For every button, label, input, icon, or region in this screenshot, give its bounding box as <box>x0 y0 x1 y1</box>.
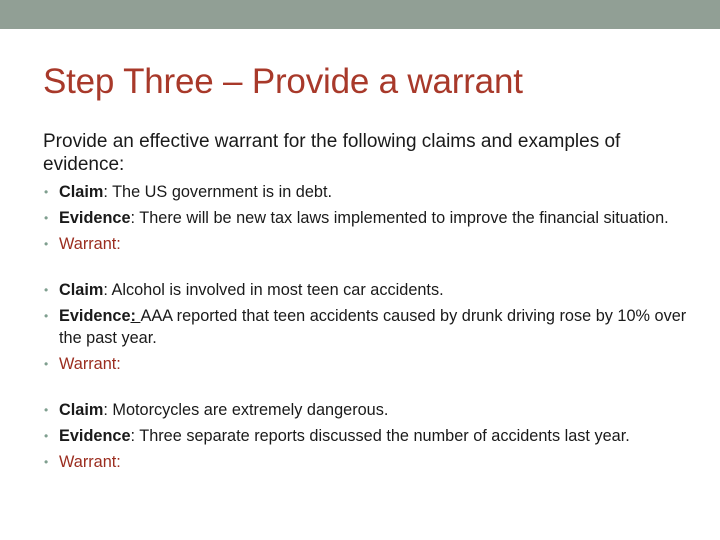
bullet-dot-icon: • <box>44 237 49 251</box>
claim-label: Claim <box>59 281 104 299</box>
claim-text: : The US government is in debt. <box>103 183 333 201</box>
evidence-text: Three separate reports discussed the number of accidents last year. <box>135 427 630 445</box>
evidence-label: Evidence <box>59 307 131 325</box>
warrant-label: Warrant: <box>59 355 121 373</box>
evidence-label: Evidence <box>59 209 131 227</box>
evidence-text: AAA reported that teen accidents caused by drunk driving rose by 10% over the past year. <box>59 307 687 347</box>
bullet-dot-icon: • <box>44 309 49 323</box>
bullet-dot-icon: • <box>44 455 49 469</box>
evidence-label: Evidence <box>59 427 131 445</box>
claim-bullet <box>43 399 693 421</box>
bullet-dot-icon: • <box>44 211 49 225</box>
evidence-bullet <box>43 207 693 229</box>
warrant-label: Warrant: <box>59 453 121 471</box>
evidence-text: There will be new tax laws implemented to improve the financial situation. <box>135 209 669 227</box>
warrant-bullet <box>43 233 693 255</box>
claim-text: : Motorcycles are extremely dangerous. <box>103 401 389 419</box>
top-accent-bar <box>0 0 720 29</box>
claim-bullet <box>43 279 693 301</box>
bullet-list <box>43 181 693 477</box>
bullet-dot-icon: • <box>44 403 49 417</box>
bullet-dot-icon: • <box>44 429 49 443</box>
bullet-dot-icon: • <box>44 185 49 199</box>
claim-text: : Alcohol is involved in most teen car accidents. <box>103 281 444 299</box>
warrant-label: Warrant: <box>59 235 121 253</box>
warrant-bullet <box>43 353 693 375</box>
claim-label: Claim <box>59 401 104 419</box>
evidence-bullet <box>43 425 693 447</box>
bullet-dot-icon: • <box>44 357 49 371</box>
bullet-dot-icon: • <box>44 283 49 297</box>
slide-intro: Provide an effective warrant for the following claims and examples of evidence: <box>43 131 621 175</box>
slide-title: Step Three – Provide a warrant <box>43 62 523 101</box>
evidence-sep: : <box>130 307 141 325</box>
claim-label: Claim <box>59 183 104 201</box>
evidence-bullet <box>43 305 693 349</box>
claim-bullet <box>43 181 693 203</box>
warrant-bullet <box>43 451 693 473</box>
evidence-sep: : <box>130 427 136 445</box>
evidence-sep: : <box>130 209 136 227</box>
